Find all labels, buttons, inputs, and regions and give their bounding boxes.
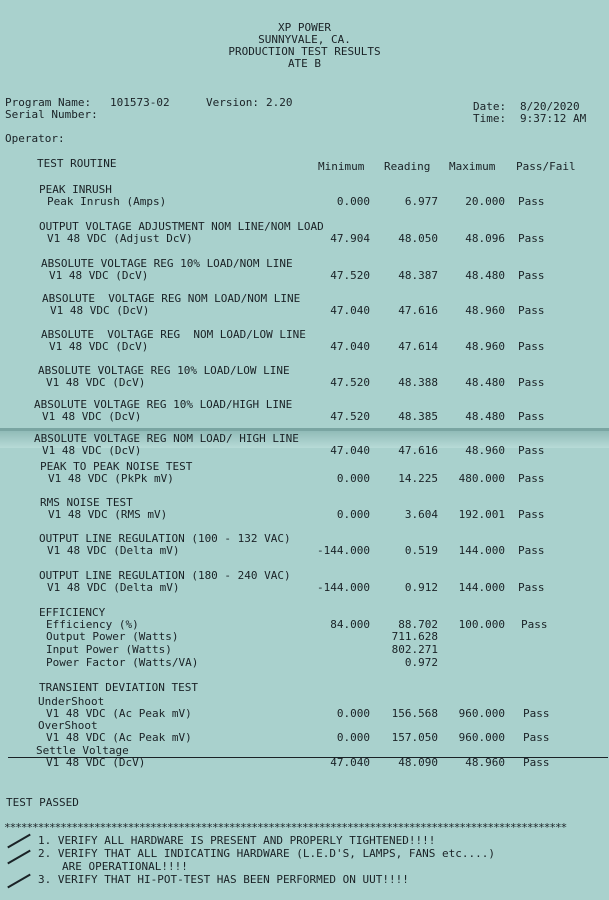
input-power-item: Input Power (Watts)	[46, 643, 172, 656]
overshoot-label: OverShoot	[38, 719, 98, 732]
test-minimum: 0.000	[336, 195, 370, 208]
test-passed-status: TEST PASSED	[6, 796, 79, 809]
efficiency-title: EFFICIENCY	[39, 606, 106, 619]
test-minimum: 0.000	[336, 508, 370, 521]
test-title: OUTPUT VOLTAGE ADJUSTMENT NOM LINE/NOM LOAD	[39, 220, 324, 233]
test-item: V1 48 VDC (RMS mV)	[48, 508, 168, 521]
output-power-item: Output Power (Watts)	[46, 630, 179, 643]
test-minimum: 47.040	[330, 304, 370, 317]
test-reading: 3.604	[404, 508, 438, 521]
test-reading: 48.388	[398, 376, 438, 389]
settle-reading: 48.090	[398, 756, 438, 769]
test-minimum: 47.040	[330, 444, 370, 457]
test-reading: 14.225	[398, 472, 438, 485]
checklist-item-1: 1. VERIFY ALL HARDWARE IS PRESENT AND PROPERLY TIGHTENED!!!!	[38, 834, 436, 847]
test-item: V1 48 VDC (PkPk mV)	[48, 472, 174, 485]
version-label: Version:	[206, 96, 259, 109]
undershoot-minimum: 0.000	[336, 707, 370, 720]
test-reading: 48.387	[398, 269, 438, 282]
asterisk-divider: ****************************************************************************************************	[4, 823, 567, 833]
settle-item: V1 48 VDC (DcV)	[46, 756, 146, 769]
test-maximum: 48.960	[465, 444, 505, 457]
time-value: 9:37:12 AM	[520, 112, 587, 125]
efficiency-minimum: 84.000	[330, 618, 370, 631]
test-title: PEAK INRUSH	[39, 183, 112, 196]
test-maximum: 48.960	[465, 304, 505, 317]
test-reading: 47.614	[398, 340, 438, 353]
test-title: ABSOLUTE VOLTAGE REG 10% LOAD/NOM LINE	[41, 257, 293, 270]
test-minimum: 47.520	[330, 269, 370, 282]
test-minimum: 47.520	[330, 376, 370, 389]
overshoot-item: V1 48 VDC (Ac Peak mV)	[46, 731, 192, 744]
test-maximum: 480.000	[458, 472, 505, 485]
test-title: OUTPUT LINE REGULATION (180 - 240 VAC)	[39, 569, 291, 582]
checklist-item-3: 3. VERIFY THAT HI-POT-TEST HAS BEEN PERFORMED ON UUT!!!!	[38, 873, 409, 886]
test-result: Pass	[518, 410, 545, 423]
test-title: PEAK TO PEAK NOISE TEST	[40, 460, 193, 473]
col-pass-fail: Pass/Fail	[516, 160, 576, 173]
company-location: SUNNYVALE, CA.	[258, 33, 351, 46]
test-item: V1 48 VDC (DcV)	[50, 304, 150, 317]
test-result: Pass	[518, 544, 545, 557]
test-title: ABSOLUTE VOLTAGE REG 10% LOAD/HIGH LINE	[34, 398, 293, 411]
serial-label: Serial Number:	[5, 108, 98, 121]
test-maximum: 192.001	[458, 508, 505, 521]
test-minimum: -144.000	[317, 544, 370, 557]
settle-label: Settle Voltage	[36, 744, 129, 757]
test-result: Pass	[518, 376, 545, 389]
undershoot-label: UnderShoot	[38, 695, 105, 708]
undershoot-maximum: 960.000	[458, 707, 505, 720]
undershoot-result: Pass	[523, 707, 550, 720]
test-minimum: 0.000	[336, 472, 370, 485]
col-maximum: Maximum	[449, 160, 496, 173]
test-reading: 47.616	[398, 444, 438, 457]
time-label: Time:	[473, 112, 507, 125]
test-title: ABSOLUTE VOLTAGE REG NOM LOAD/ HIGH LINE	[34, 432, 299, 445]
undershoot-item: V1 48 VDC (Ac Peak mV)	[46, 707, 192, 720]
overshoot-result: Pass	[523, 731, 550, 744]
overshoot-reading: 157.050	[391, 731, 438, 744]
checklist-item-2: 2. VERIFY THAT ALL INDICATING HARDWARE (L.E.D'S, LAMPS, FANS etc....)	[38, 847, 495, 860]
settle-maximum: 48.960	[465, 756, 505, 769]
col-minimum: Minimum	[318, 160, 365, 173]
output-power-reading: 711.628	[391, 630, 438, 643]
check-mark-3	[7, 874, 31, 889]
checklist-item-2-cont: ARE OPERATIONAL!!!!	[62, 860, 188, 873]
test-title: RMS NOISE TEST	[40, 496, 133, 509]
undershoot-reading: 156.568	[391, 707, 438, 720]
test-maximum: 48.096	[465, 232, 505, 245]
input-power-reading: 802.271	[391, 643, 438, 656]
test-reading: 6.977	[404, 195, 438, 208]
power-factor-item: Power Factor (Watts/VA)	[46, 656, 199, 669]
test-item: Peak Inrush (Amps)	[47, 195, 167, 208]
test-item: V1 48 VDC (Adjust DcV)	[47, 232, 193, 245]
test-item: V1 48 VDC (DcV)	[49, 340, 149, 353]
test-item: V1 48 VDC (Delta mV)	[47, 581, 180, 594]
transient-title: TRANSIENT DEVIATION TEST	[39, 681, 198, 694]
test-item: V1 48 VDC (DcV)	[42, 410, 142, 423]
col-test-routine: TEST ROUTINE	[37, 157, 117, 170]
test-item: V1 48 VDC (DcV)	[42, 444, 142, 457]
operator-label: Operator:	[5, 132, 65, 145]
test-title: ABSOLUTE VOLTAGE REG NOM LOAD/LOW LINE	[41, 328, 306, 341]
test-reading: 0.519	[404, 544, 438, 557]
test-minimum: 47.040	[330, 340, 370, 353]
test-result: Pass	[518, 340, 545, 353]
test-maximum: 48.960	[465, 340, 505, 353]
check-mark-2	[7, 850, 31, 865]
test-maximum: 48.480	[465, 410, 505, 423]
efficiency-maximum: 100.000	[458, 618, 505, 631]
date-value: 8/20/2020	[520, 100, 580, 113]
test-result: Pass	[518, 232, 545, 245]
test-title: ABSOLUTE VOLTAGE REG NOM LOAD/NOM LINE	[42, 292, 301, 305]
overshoot-minimum: 0.000	[336, 731, 370, 744]
version-value: 2.20	[266, 96, 293, 109]
check-mark-1	[7, 834, 31, 849]
test-reading: 0.912	[404, 581, 438, 594]
test-minimum: 47.904	[330, 232, 370, 245]
test-result: Pass	[518, 304, 545, 317]
test-reading: 48.050	[398, 232, 438, 245]
test-result: Pass	[518, 444, 545, 457]
overshoot-maximum: 960.000	[458, 731, 505, 744]
test-minimum: -144.000	[317, 581, 370, 594]
company-name: XP POWER	[278, 21, 331, 34]
test-result: Pass	[518, 472, 545, 485]
settle-minimum: 47.040	[330, 756, 370, 769]
efficiency-result: Pass	[521, 618, 548, 631]
test-minimum: 47.520	[330, 410, 370, 423]
test-result: Pass	[518, 269, 545, 282]
report-title: PRODUCTION TEST RESULTS	[228, 45, 381, 58]
test-reading: 48.385	[398, 410, 438, 423]
program-name: 101573-02	[110, 96, 170, 109]
efficiency-item: Efficiency (%)	[46, 618, 139, 631]
test-reading: 47.616	[398, 304, 438, 317]
test-result: Pass	[518, 195, 545, 208]
col-reading: Reading	[384, 160, 431, 173]
test-result: Pass	[518, 581, 545, 594]
settle-result: Pass	[523, 756, 550, 769]
test-title: ABSOLUTE VOLTAGE REG 10% LOAD/LOW LINE	[38, 364, 290, 377]
efficiency-reading: 88.702	[398, 618, 438, 631]
test-result: Pass	[518, 508, 545, 521]
program-label: Program Name:	[5, 96, 92, 109]
test-item: V1 48 VDC (Delta mV)	[47, 544, 180, 557]
station-name: ATE B	[287, 57, 322, 70]
paper-crease-line	[0, 428, 609, 431]
test-maximum: 20.000	[465, 195, 505, 208]
test-item: V1 48 VDC (DcV)	[49, 269, 149, 282]
date-label: Date:	[473, 100, 507, 113]
power-factor-reading: 0.972	[404, 656, 438, 669]
test-maximum: 144.000	[458, 544, 505, 557]
test-title: OUTPUT LINE REGULATION (100 - 132 VAC)	[39, 532, 291, 545]
test-maximum: 48.480	[465, 269, 505, 282]
test-maximum: 48.480	[465, 376, 505, 389]
test-item: V1 48 VDC (DcV)	[46, 376, 146, 389]
test-maximum: 144.000	[458, 581, 505, 594]
